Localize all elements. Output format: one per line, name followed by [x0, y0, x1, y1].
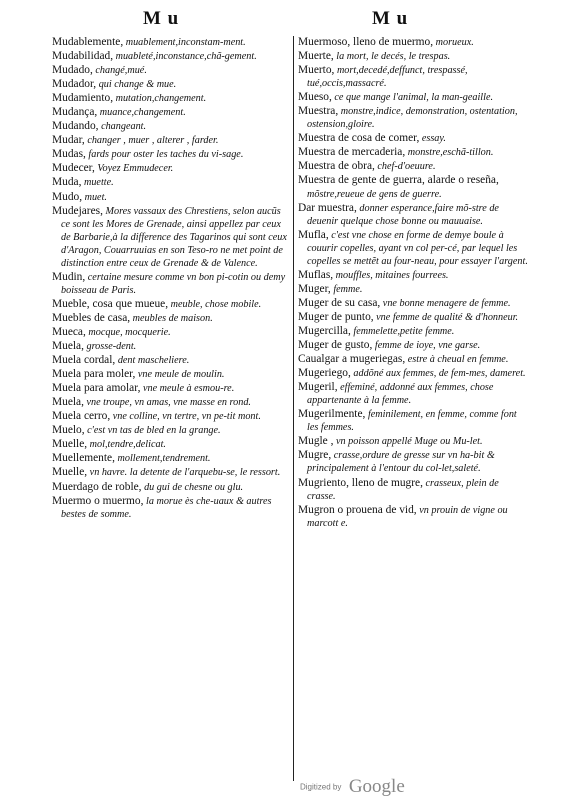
- entry-headword: Muelle,: [52, 438, 88, 451]
- dictionary-entry: [298, 202, 528, 228]
- dictionary-entry: [52, 106, 287, 119]
- entry-translation: muet.: [82, 191, 107, 203]
- entry-headword: Mudador,: [52, 78, 97, 91]
- dictionary-entry: [52, 438, 287, 451]
- entry-translation: vn poisson appellé Muge ou Mu-let.: [333, 436, 483, 448]
- entry-translation: feminilement, en femme, comme font les femmes.: [307, 409, 517, 434]
- entry-headword: Mudamiento,: [52, 92, 114, 105]
- entry-translation: meuble, chose mobile.: [168, 298, 262, 310]
- entry-headword: Mudin,: [52, 270, 86, 283]
- dictionary-entry: [52, 64, 287, 77]
- entry-translation: la mort, le decés, le trespas.: [333, 51, 451, 63]
- left-column-header: M u: [143, 8, 180, 29]
- entry-translation: qui change & mue.: [96, 79, 177, 91]
- entry-translation: morueux.: [433, 37, 474, 48]
- dictionary-entry: [52, 78, 287, 91]
- entry-translation: Voyez Emmudecer.: [94, 163, 174, 175]
- entry-translation: vne femme de qualité & d'honneur.: [373, 311, 519, 323]
- right-column: [293, 36, 528, 781]
- entry-translation: grosse-dent.: [83, 341, 137, 353]
- entry-translation: la morue ès che-uaux & autres bestes de somme.: [61, 495, 272, 520]
- entry-translation: vne troupe, vn amas, vne masse en rond.: [83, 397, 251, 409]
- dictionary-entry: [52, 495, 287, 521]
- entry-headword: Mudado,: [52, 64, 93, 77]
- entry-translation: mocque, mocquerie.: [85, 326, 171, 338]
- entry-headword: Muebles de casa,: [52, 311, 131, 324]
- dictionary-entry: [52, 354, 287, 367]
- entry-translation: meubles de maison.: [130, 312, 213, 324]
- dictionary-entry: [298, 160, 528, 173]
- entry-headword: Muger de su casa,: [298, 296, 381, 309]
- dictionary-entry: [298, 408, 528, 434]
- entry-headword: Muger de punto,: [298, 310, 374, 323]
- entry-translation: c'est vne chose en forme de demye boule à couurir copelles, ayant vn col per-cé, par lequel les copelles se mettẽt au four-neau, pour essayer l'argent.: [307, 229, 528, 267]
- entry-translation: vne colline, vn tertre, vn pe-tit mont.: [110, 411, 261, 423]
- entry-translation: du gui de chesne ou glu.: [141, 481, 244, 493]
- dictionary-entry: [298, 367, 528, 380]
- entry-headword: Mugeriego,: [298, 367, 351, 380]
- entry-translation: addõné aux femmes, de fem-mes, dameret.: [350, 368, 526, 380]
- entry-headword: Muela,: [52, 396, 84, 409]
- dictionary-entry: [298, 146, 528, 159]
- entry-headword: Mueble, cosa que mueue,: [52, 297, 169, 310]
- entry-headword: Muellemente,: [52, 452, 115, 465]
- dictionary-entry: [298, 311, 528, 324]
- dictionary-entry: [298, 435, 528, 448]
- dictionary-entry: [52, 340, 287, 353]
- entry-headword: Mugerilmente,: [298, 408, 366, 421]
- entry-headword: Caualgar a mugeriegas,: [298, 353, 406, 366]
- dictionary-entry: [298, 36, 528, 49]
- dictionary-entry: [52, 382, 287, 395]
- entry-headword: Mudança,: [52, 106, 98, 119]
- entry-headword: Muela para amolar,: [52, 382, 141, 395]
- entry-headword: Mueca,: [52, 325, 86, 338]
- entry-translation: monstre,indice, demonstration, ostentation, ostension,gloire.: [307, 106, 518, 131]
- entry-headword: Mugre,: [298, 449, 332, 462]
- entry-headword: Muela para moler,: [52, 368, 136, 381]
- entry-headword: Mudecer,: [52, 162, 95, 175]
- entry-headword: Muelle,: [52, 466, 88, 479]
- entry-translation: changeant.: [98, 121, 147, 133]
- dictionary-entry: [52, 134, 287, 147]
- entry-translation: fards pour oster les taches du vi-sage.: [85, 149, 244, 161]
- dictionary-entry: [52, 191, 287, 204]
- dictionary-entry: [52, 396, 287, 409]
- dictionary-entry: [52, 326, 287, 339]
- entry-translation: mollement,tendrement.: [114, 453, 211, 465]
- entry-headword: Muela,: [52, 340, 84, 353]
- entry-translation: femmelette,petite femme.: [350, 325, 455, 337]
- entry-headword: Dar muestra,: [298, 201, 357, 214]
- entry-headword: Muestra de obra,: [298, 160, 375, 173]
- dictionary-entry: [52, 368, 287, 381]
- entry-headword: Muestra de gente de guerra, alarde o reseña,: [298, 174, 499, 187]
- dictionary-entry: [298, 64, 528, 90]
- entry-headword: Muela cordal,: [52, 354, 116, 367]
- entry-headword: Muermo o muermo,: [52, 494, 144, 507]
- dictionary-entry: [52, 176, 287, 189]
- entry-translation: mouffles, mitaines fourrees.: [333, 269, 449, 281]
- dictionary-entry: [52, 452, 287, 465]
- entry-headword: Muestra de mercaderia,: [298, 146, 406, 159]
- dictionary-entry: [298, 325, 528, 338]
- dictionary-entry: [298, 229, 528, 268]
- entry-headword: Muda,: [52, 176, 82, 189]
- left-column: [52, 36, 287, 781]
- entry-headword: Muger,: [298, 282, 331, 295]
- right-column-header: M u: [372, 8, 409, 29]
- entry-translation: vne bonne menagere de femme.: [380, 297, 511, 309]
- entry-translation: changé,mué.: [92, 65, 147, 77]
- dictionary-entry: [298, 174, 528, 200]
- entry-translation: certaine mesure comme vn bon pi-cotin ou demy boisseau de Paris.: [61, 271, 286, 296]
- entry-translation: vn prouin de vigne ou marcott e.: [307, 504, 508, 529]
- entry-translation: muance,changement.: [97, 107, 186, 119]
- dictionary-entry: [52, 92, 287, 105]
- entry-translation: dent mascheliere.: [115, 355, 190, 367]
- entry-headword: Muermoso, lleno de muermo,: [298, 36, 434, 48]
- entry-translation: ce que mange l'animal, la man-geaille.: [331, 92, 494, 104]
- entry-translation: femme de ioye, vne garse.: [372, 340, 481, 352]
- dictionary-entry: [52, 36, 287, 49]
- entry-translation: essay.: [419, 133, 446, 145]
- dictionary-entry: [52, 410, 287, 423]
- dictionary-entry: [52, 424, 287, 437]
- entry-headword: Mugriento, lleno de mugre,: [298, 476, 423, 489]
- entry-translation: mõstre,reueue de gens de guerre.: [307, 188, 442, 200]
- dictionary-entry: [298, 105, 528, 131]
- entry-translation: muablement,inconstam-ment.: [123, 37, 246, 48]
- entry-translation: muette.: [81, 177, 114, 189]
- dictionary-entry: [52, 466, 287, 479]
- entry-headword: Mudablemente,: [52, 36, 124, 48]
- entry-translation: donner esperance,faire mõ-stre de deuenir quelque chose bonne ou mauuaise.: [307, 202, 499, 227]
- digitized-by-text: Digitized by: [300, 782, 342, 792]
- dictionary-entry: [52, 50, 287, 63]
- entry-translation: mutation,changement.: [113, 93, 207, 105]
- entry-headword: Muger de gusto,: [298, 339, 373, 352]
- entry-translation: chef-d'oeuure.: [374, 161, 436, 173]
- entry-translation: effeminé, addonné aux femmes, chose appartenante à la femme.: [307, 382, 494, 407]
- entry-translation: vn havre. la detente de l'arquebu-se, le ressort.: [87, 467, 281, 479]
- entry-headword: Mudabilidad,: [52, 50, 114, 63]
- entry-headword: Mudando,: [52, 120, 99, 133]
- dictionary-entry: [298, 91, 528, 104]
- dictionary-entry: [52, 205, 287, 270]
- entry-headword: Muflas,: [298, 268, 334, 281]
- dictionary-entry: [298, 269, 528, 282]
- dictionary-entry: [298, 283, 528, 296]
- entry-translation: femme.: [330, 283, 363, 295]
- entry-headword: Mueso,: [298, 91, 332, 104]
- google-logo: Google: [348, 776, 405, 797]
- entry-headword: Muelo,: [52, 424, 85, 437]
- dictionary-entry: [52, 312, 287, 325]
- dictionary-entry: [298, 297, 528, 310]
- entry-headword: Muestra de cosa de comer,: [298, 132, 420, 145]
- dictionary-entry: [52, 481, 287, 494]
- entry-headword: Mugron o prouena de vid,: [298, 503, 417, 516]
- entry-headword: Muestra,: [298, 105, 339, 118]
- dictionary-entry: [298, 132, 528, 145]
- entry-headword: Mudejares,: [52, 204, 103, 217]
- entry-headword: Mugercilla,: [298, 324, 351, 337]
- dictionary-entry: [298, 504, 528, 530]
- entry-headword: Mudas,: [52, 148, 86, 161]
- dictionary-entry: [298, 449, 528, 475]
- dictionary-entry: [298, 381, 528, 407]
- dictionary-entry: [52, 271, 287, 297]
- digitized-footer: [300, 776, 405, 798]
- dictionary-entry: [298, 477, 528, 503]
- entry-headword: Muela cerro,: [52, 410, 111, 423]
- entry-translation: changer , muer , alterer , farder.: [84, 135, 219, 147]
- entry-headword: Mugeril,: [298, 381, 338, 394]
- dictionary-entry: [298, 353, 528, 366]
- entry-translation: crasse,ordure de gresse sur vn ha-bit & principalement à l'entour du col-let,saleté.: [307, 450, 495, 475]
- entry-translation: muableté,inconstance,chã-gement.: [113, 51, 257, 63]
- dictionary-entry: [52, 298, 287, 311]
- dictionary-entry: [298, 50, 528, 63]
- dictionary-entry: [298, 339, 528, 352]
- entry-translation: mort,decedé,deffunct, trespassé, tué,occis,massacré.: [307, 65, 468, 90]
- dictionary-entry: [52, 120, 287, 133]
- entry-translation: crasseux, plein de crasse.: [307, 477, 499, 502]
- entry-headword: Muerte,: [298, 50, 334, 63]
- entry-translation: c'est vn tas de bled en la grange.: [84, 425, 221, 437]
- dictionary-entry: [52, 162, 287, 175]
- entry-translation: mol,tendre,delicat.: [87, 439, 166, 451]
- page-header: [0, 8, 564, 34]
- entry-headword: Mufla,: [298, 228, 329, 241]
- entry-translation: vne meule à esmou-re.: [140, 383, 235, 395]
- entry-translation: Mores vassaux des Chrestiens, selon aucũs ce sont les Mores de Grenade, ainsi appellez par ceux de Barbarie,à la difference des Tagarinos qui sont ceux d'Aragon, Couarruuias en son Teso-ro ne met point de distinction entre ceux de Grenade & de Valence.: [61, 205, 287, 269]
- entry-translation: vne meule de moulin.: [135, 369, 225, 381]
- entry-headword: Muerto,: [298, 64, 335, 77]
- entry-translation: monstre,eschã-tillon.: [405, 147, 494, 159]
- entry-headword: Mugle ,: [298, 435, 334, 448]
- dictionary-entry: [52, 148, 287, 161]
- entry-headword: Mudo,: [52, 190, 83, 203]
- entry-headword: Mudar,: [52, 134, 85, 147]
- entry-headword: Muerdago de roble,: [52, 480, 142, 493]
- entry-translation: estre à cheual en femme.: [405, 354, 509, 366]
